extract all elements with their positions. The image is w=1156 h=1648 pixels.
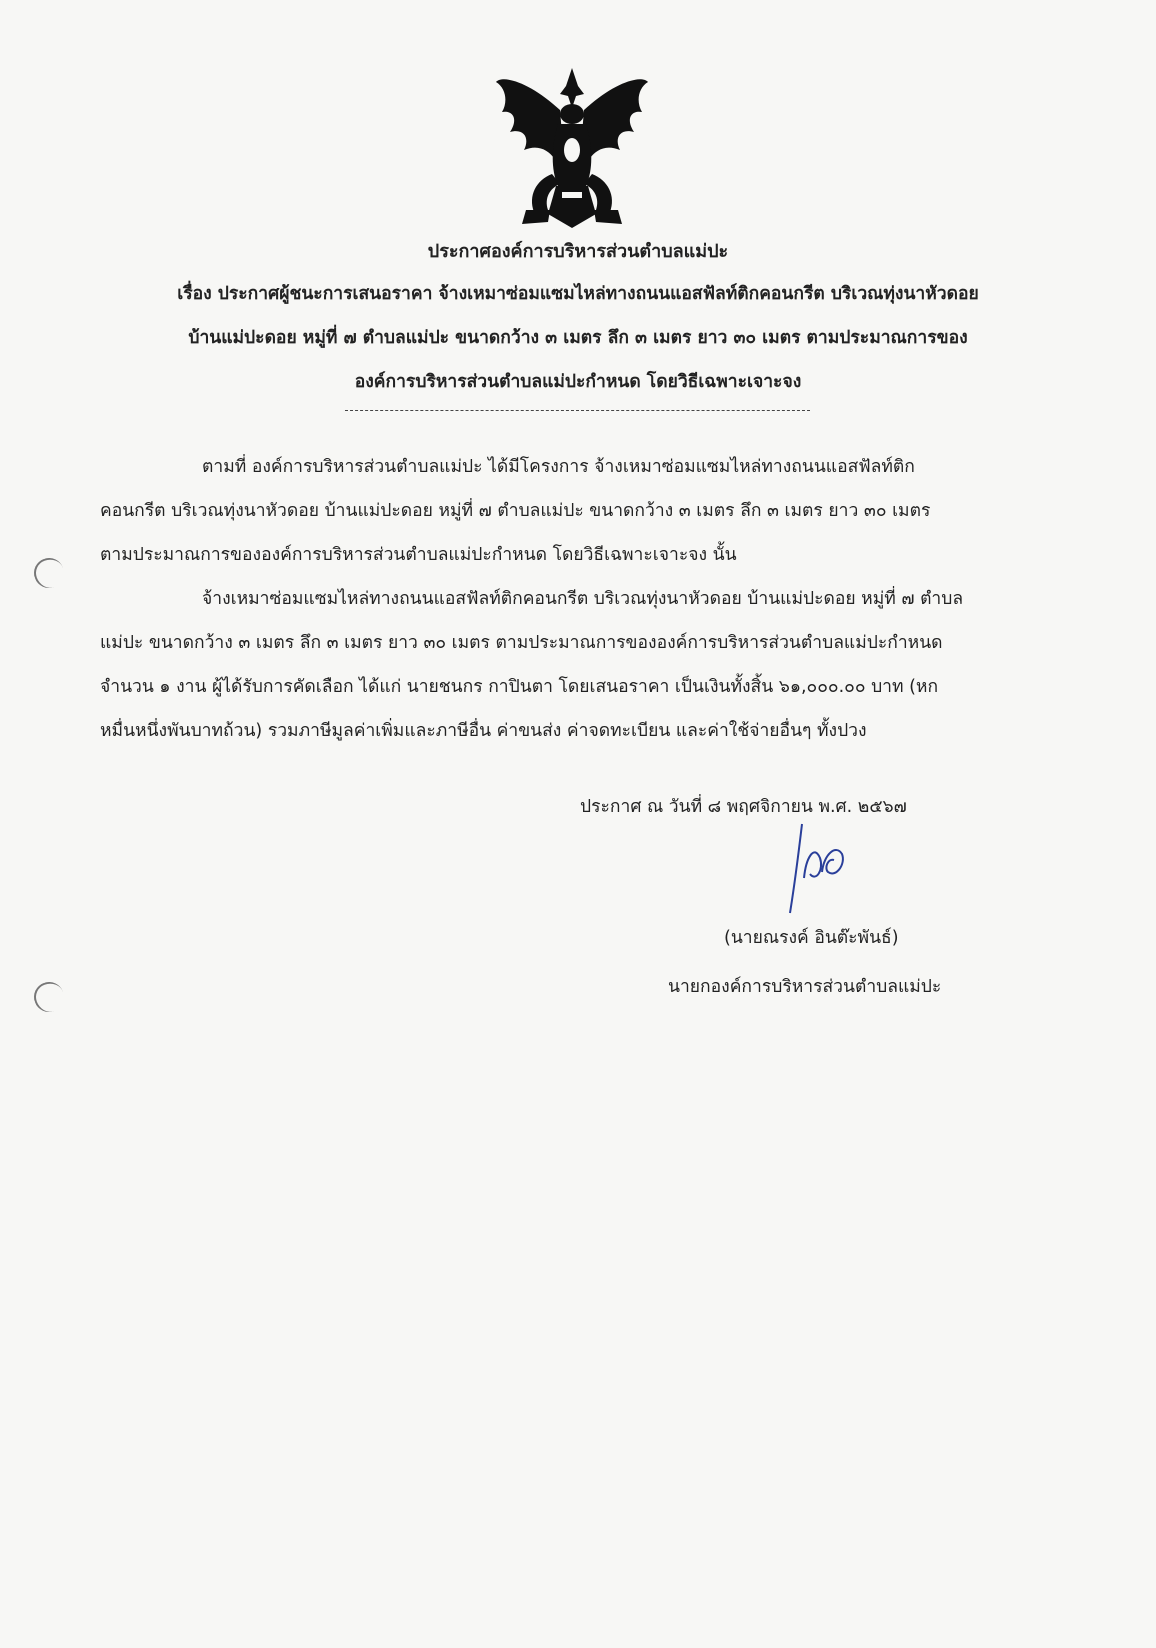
announcement-date: ประกาศ ณ วันที่ ๘ พฤศจิกายน พ.ศ. ๒๕๖๗ [580, 797, 907, 817]
handwritten-signature-icon [780, 818, 850, 918]
paragraph-2-line-2: แม่ปะ ขนาดกว้าง ๓ เมตร ลึก ๓ เมตร ยาว ๓๐ เมตร ตามประมาณการขององค์การบริหารส่วนตำบลแม่ปะกำหนด [100, 633, 943, 653]
signer-name: (นายณรงค์ อินต๊ะพันธ์) [724, 928, 899, 948]
paragraph-2-line-3: จำนวน ๑ งาน ผู้ได้รับการคัดเลือก ได้แก่ นายชนกร กาปินตา โดยเสนอราคา เป็นเงินทั้งสิ้น ๖๑,๐๐๐.๐๐ บาท (หก [100, 677, 939, 697]
punch-hole-icon [30, 554, 68, 592]
announcement-title: ประกาศองค์การบริหารส่วนตำบลแม่ปะ [427, 241, 729, 262]
dashed-divider [345, 410, 810, 411]
punch-hole-icon [30, 978, 68, 1016]
subject-line-2: บ้านแม่ปะดอย หมู่ที่ ๗ ตำบลแม่ปะ ขนาดกว้าง ๓ เมตร ลึก ๓ เมตร ยาว ๓๐ เมตร ตามประมาณการของ [188, 328, 968, 348]
subject-line-3: องค์การบริหารส่วนตำบลแม่ปะกำหนด โดยวิธีเฉพาะเจาะจง [354, 372, 802, 392]
paragraph-2-line-4: หมื่นหนึ่งพันบาทถ้วน) รวมภาษีมูลค่าเพิ่มและภาษีอื่น ค่าขนส่ง ค่าจดทะเบียน และค่าใช้จ่ายอื่นๆ ทั้งปวง [100, 721, 867, 741]
paragraph-1-line-2: คอนกรีต บริเวณทุ่งนาหัวดอย บ้านแม่ปะดอย หมู่ที่ ๗ ตำบลแม่ปะ ขนาดกว้าง ๓ เมตร ลึก ๓ เมตร ยาว ๓๐ เมตร [100, 501, 931, 521]
subject-line-1: เรื่อง ประกาศผู้ชนะการเสนอราคา จ้างเหมาซ่อมแซมไหล่ทางถนนแอสฟัลท์ติกคอนกรีต บริเวณทุ่งนาหัวดอย [177, 284, 979, 304]
paragraph-1-line-3: ตามประมาณการขององค์การบริหารส่วนตำบลแม่ปะกำหนด โดยวิธีเฉพาะเจาะจง นั้น [100, 545, 737, 565]
paragraph-2-line-1: จ้างเหมาซ่อมแซมไหล่ทางถนนแอสฟัลท์ติกคอนกรีต บริเวณทุ่งนาหัวดอย บ้านแม่ปะดอย หมู่ที่ ๗ ตำบล [202, 589, 964, 609]
garuda-emblem-icon [492, 64, 652, 232]
paragraph-1-line-1: ตามที่ องค์การบริหารส่วนตำบลแม่ปะ ได้มีโครงการ จ้างเหมาซ่อมแซมไหล่ทางถนนแอสฟัลท์ติก [202, 457, 915, 477]
signer-position: นายกองค์การบริหารส่วนตำบลแม่ปะ [668, 977, 942, 997]
